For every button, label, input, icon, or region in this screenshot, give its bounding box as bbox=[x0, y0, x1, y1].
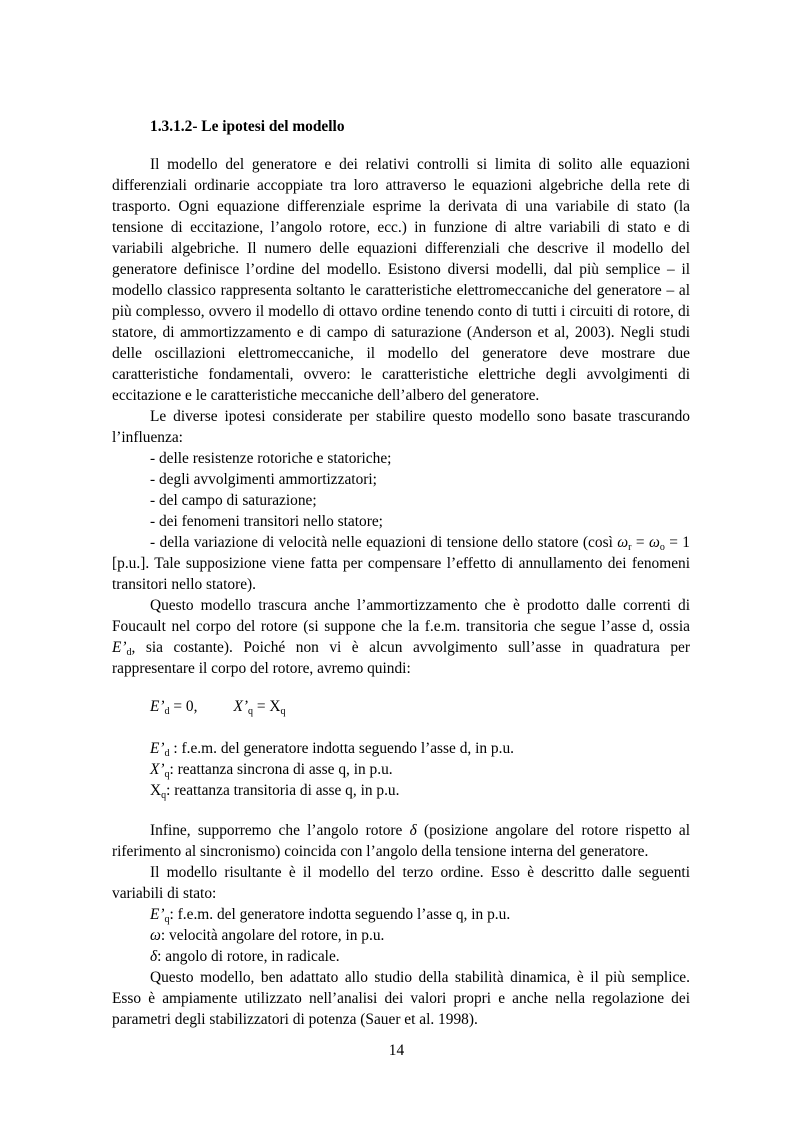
definition-item: $E’_d$ : f.e.m. del generatore indotta seguendo l’asse d, in p.u. bbox=[150, 740, 515, 759]
paragraph-rotor-angle: Infine, supporremo che l’angolo rotore δ (posizione angolare del rotore rispetto al riferimento al sincronismo) coincida con l’angolo della tensione interna del generatore. bbox=[112, 822, 690, 860]
paragraph-hypotheses: Le diverse ipotesi considerate per stabilire questo modello sono basate trascurando l’influenza: bbox=[112, 408, 690, 446]
list-item: - degli avvolgimenti ammortizzatori; bbox=[150, 471, 377, 488]
list-item: - delle resistenze rotoriche e statoriche; bbox=[150, 450, 392, 467]
definition-item: $X_q$: reattanza transitoria di asse q, in p.u. bbox=[150, 782, 400, 801]
list-item-speed-variation: - della variazione di velocità nelle equazioni di tensione dello statore (così $\omega_r = \omega_o = 1$ [p.u.]. Tale supposizione viene fatta per compensare l’effetto di annullamento dei fenomeni transitori nello statore). bbox=[112, 534, 690, 593]
section-heading: 1.3.1.2- Le ipotesi del modello bbox=[150, 118, 345, 135]
equation: $E’_d = 0$, $X’_q = X_q$ bbox=[150, 698, 286, 717]
symbol-definitions bbox=[150, 738, 514, 801]
paragraph-intro: Il modello del generatore e dei relativi controlli si limita di solito alle equazioni differenziali ordinarie accoppiate tra loro attraverso le equazioni algebriche della rete di trasporto. Ogni equazione differenziale esprime la derivata di una variabile di stato (la tensione di eccitazione, l’angolo rotore, ecc.) in funzione di altre variabili di stato e di variabili algebriche. Il numero delle equazioni differenziali che descrive il modello del generatore definisce l’ordine del modello. Esistono diversi modelli, dal più semplice – il modello classico rappresenta soltanto le caratteristiche elettromeccaniche del generatore – al più complesso, ovvero il modello di ottavo ordine tenendo conto di tutti i circuiti di rotore, di statore, di ammortizzamento e di campo di saturazione (Anderson et al, 2003). Negli studi delle oscillazioni elettromeccaniche, il modello del generatore deve mostrare due caratteristiche fondamentali, ovvero: le caratteristiche elettriche degli avvolgimenti di eccitazione e le caratteristiche meccaniche dell’albero del generatore. bbox=[112, 156, 690, 404]
state-variable-item: ω: velocità angolare del rotore, in p.u. bbox=[150, 927, 385, 944]
paragraph-third-order: Il modello risultante è il modello del terzo ordine. Esso è descritto dalle seguenti variabili di stato: bbox=[112, 864, 690, 902]
body-block-2 bbox=[112, 820, 690, 1030]
definition-item: $X’_q$: reattanza sincrona di asse q, in p.u. bbox=[150, 761, 393, 780]
state-variable-item: $E’_q$: f.e.m. del generatore indotta seguendo l’asse q, in p.u. bbox=[150, 906, 511, 925]
paragraph-foucault: Questo modello trascura anche l’ammortizzamento che è prodotto dalle correnti di Foucault nel corpo del rotore (si suppone che la f.e.m. transitoria che segue l’asse d, ossia $E’_d$, sia costante). Poiché non vi è alcun avvolgimento sull’asse in quadratura per rappresentare il corpo del rotore, avremo quindi: bbox=[112, 597, 690, 677]
list-item: - dei fenomeni transitori nello statore; bbox=[150, 513, 383, 530]
page-number: 14 bbox=[388, 1042, 405, 1059]
state-variable-item: δ: angolo di rotore, in radicale. bbox=[150, 948, 340, 965]
body-block-1 bbox=[112, 154, 690, 679]
paragraph-conclusion: Questo modello, ben adattato allo studio della stabilità dinamica, è il più semplice. Esso è ampiamente utilizzato nell’analisi dei valori propri e anche nella regolazione dei parametri degli stabilizzatori di potenza (Sauer et al. 1998). bbox=[112, 969, 690, 1028]
list-item: - del campo di saturazione; bbox=[150, 492, 317, 509]
